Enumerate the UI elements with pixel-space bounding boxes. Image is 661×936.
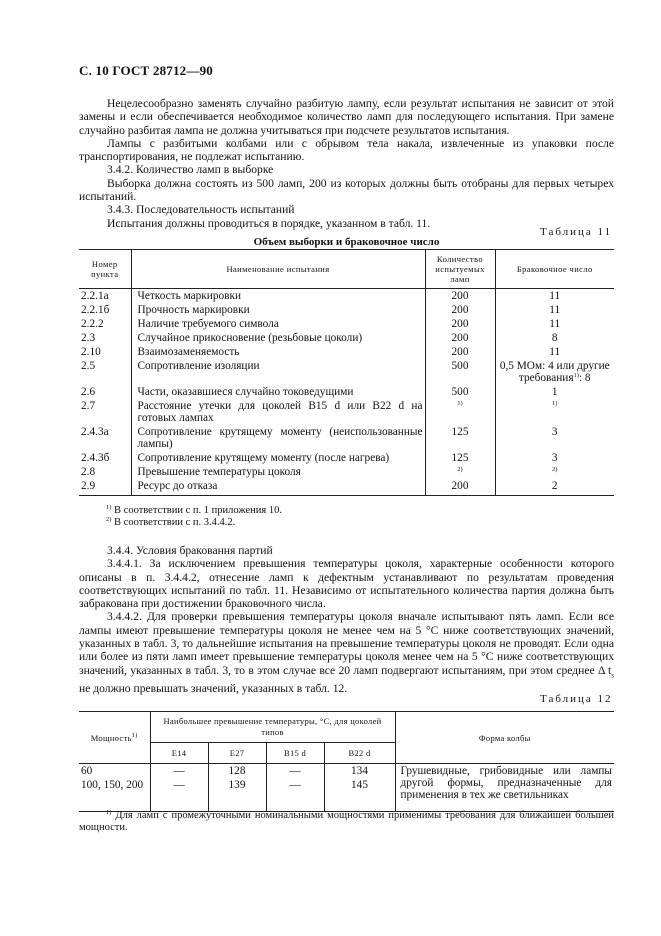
cell-reject: 8: [495, 331, 614, 345]
cell-name: Четкость маркировки: [131, 289, 425, 304]
col-header-e14: Е14: [150, 743, 208, 764]
col-header-number: Номер пункта: [79, 250, 131, 289]
conditions-text: [79, 544, 614, 696]
cell-reject: [495, 465, 614, 479]
footnote-mark: 1): [106, 504, 112, 511]
cell-b22d: 145: [324, 778, 395, 812]
col-header-bulb-shape: Форма колбы: [395, 712, 614, 764]
table12-footnote: [79, 810, 614, 834]
table-row: [79, 317, 614, 331]
footnote-mark: 2): [106, 516, 112, 523]
page-header: С. 10 ГОСТ 28712—90: [79, 63, 213, 78]
footnote-ref: 2): [552, 466, 558, 473]
col-header-e27: Е27: [208, 743, 266, 764]
table-row: [79, 303, 614, 317]
table-row: [79, 331, 614, 345]
col-header-temperature-group: Наибольшее превышение температуры, °С, для цоколей типов: [150, 712, 395, 743]
cell-reject: [495, 359, 614, 385]
cell-quantity: 500: [425, 359, 495, 385]
table-row: [79, 451, 614, 465]
cell-number: 2.4.3б: [81, 452, 110, 464]
reject-text: 0,5 МОм: 4 или другие требования: [499, 360, 610, 384]
cell-name: Части, оказавшиеся случайно токоведущими: [131, 385, 425, 399]
cell-name: Ресурс до отказа: [131, 479, 425, 496]
col-header-quantity: Количество испытуемых ламп: [425, 250, 495, 289]
cell-reject: 3: [495, 451, 614, 465]
cell-name: Случайное прикосновение (резьбовые цоколи): [131, 331, 425, 345]
cell-e27: 139: [208, 778, 266, 812]
col-header-test-name: Наименование испытания: [131, 250, 425, 289]
cell-quantity: 500: [425, 385, 495, 399]
col-header-power: [79, 712, 150, 764]
section-heading: 3.4.2. Количество ламп в выборке: [107, 163, 274, 177]
section-heading: 3.4.4. Условия браковання партий: [107, 544, 273, 557]
paragraph: Нецелесообразно заменять случайно разбитую лампу, если результат испытания не зависит от этой замены и если обеспечивается необходимое количество ламп для последующего испытания. При замене случайно разбитая лампа не должна учитываться при подсчете результатов испытания.: [79, 97, 614, 137]
table-row: [79, 399, 614, 425]
cell-quantity: [425, 399, 495, 425]
cell-number: 2.10: [81, 346, 101, 358]
cell-quantity: 200: [425, 479, 495, 496]
col-header-b15d: В15 d: [266, 743, 324, 764]
table11-title: Объем выборки и браковочное число: [253, 236, 440, 248]
cell-quantity: [425, 465, 495, 479]
cell-bulb-shape: Грушевидные, грибовидные или лампы другой формы, предназначенные для применения в тех же светильниках: [395, 764, 614, 812]
cell-name: Расстояние утечки для цоколей В15 d или В22 d на готовых лампах: [131, 399, 425, 425]
cell-name: Сопротивление крутящему моменту (неиспользованные лампы): [131, 425, 425, 451]
table-row: [79, 385, 614, 399]
table-11: [79, 249, 614, 496]
intro-text: [79, 97, 614, 230]
cell-b15d: —: [266, 764, 324, 779]
cell-reject: 1: [495, 385, 614, 399]
cell-number: 2.2.1а: [81, 290, 109, 302]
cell-b22d: 134: [324, 764, 395, 779]
paragraph: Выборка должна состоять из 500 ламп, 200 из которых должны быть отобраны для первых четырех испытаний.: [79, 176, 614, 204]
cell-quantity: 200: [425, 331, 495, 345]
cell-name: Сопротивление изоляции: [131, 359, 425, 385]
cell-reject: 11: [495, 289, 614, 304]
cell-quantity: 125: [425, 451, 495, 465]
cell-power: 100, 150, 200: [79, 778, 150, 812]
footnote-ref: 1): [552, 400, 558, 407]
section-heading: 3.4.3. Последовательность испытаний: [107, 203, 295, 217]
subscript-s: s: [611, 670, 614, 679]
cell-reject: 2: [495, 479, 614, 496]
footnote-ref: 1): [457, 400, 463, 407]
cell-reject: [495, 399, 614, 425]
table11-footnote: [106, 505, 282, 517]
cell-e27: 128: [208, 764, 266, 779]
table11-footnote: [106, 517, 235, 529]
cell-name: Сопротивление крутящему моменту (после нагрева): [131, 451, 425, 465]
cell-name: Наличие требуемого символа: [131, 317, 425, 331]
reject-text-tail: : 8: [578, 372, 591, 384]
footnote-ref: 1): [131, 731, 138, 739]
paragraph: 3.4.4.1. За исключением превышения температуры цоколя, характерные особенности которого описаны в п. 3.4.4.2, отнесение ламп к дефектным устанавливают по результатам проведения соответствующих испытаний по табл. 11. Независимо от испытательного количества партия должна быть забракована при достижении браковочного числа.: [79, 557, 614, 611]
cell-number: 2.9: [79, 479, 131, 496]
cell-number: 2.6: [81, 386, 96, 398]
cell-name: Прочность маркировки: [131, 303, 425, 317]
table-row: [79, 359, 614, 385]
table-row: [79, 345, 614, 359]
footnote-text: В соответствии с п. 3.4.4.2.: [114, 517, 236, 528]
cell-reject: 11: [495, 345, 614, 359]
cell-number: 2.2.2: [81, 318, 104, 330]
col-header-reject-number: Браковочное число: [495, 250, 614, 289]
table-row: [79, 479, 614, 496]
cell-name: Взаимозаменяемость: [131, 345, 425, 359]
cell-number: 2.5: [81, 360, 96, 372]
cell-b15d: —: [266, 778, 324, 812]
cell-quantity: 200: [425, 289, 495, 304]
table12-label: Таблица 12: [540, 693, 613, 705]
paragraph: Испытания должны проводиться в порядке, указанном в табл. 11.: [107, 216, 431, 230]
paragraph-text: 3.4.4.2. Для проверки превышения температуры цоколя вначале испытывают пять ламп. Если все лампы имеют превышение температуры цоколя не менее чем на 5 °С ниже соответствующих значений, указанных в табл. 3, то дальнейшие испытания на превышение температуры цоколя не проводят. Если одна или более из пяти ламп имеет превышение температуры цоколя менее чем на 5 °С ниже соответствующих значений, указанных в табл. 3, то в этом случае все 20 ламп подвергают испытаниям, при этом среднее Δ t: [79, 610, 614, 677]
cell-quantity: 200: [425, 303, 495, 317]
table11-label: Таблица 11: [540, 226, 613, 238]
cell-number: 2.8: [81, 466, 96, 478]
cell-e14: —: [150, 778, 208, 812]
table-row: [79, 289, 614, 304]
cell-quantity: 125: [425, 425, 495, 451]
cell-number: 2.4.3а: [81, 426, 109, 438]
table-row: [79, 764, 614, 779]
paragraph: Лампы с разбитыми колбами или с обрывом тела накала, извлеченные из упаковки после транспортирования, не подлежат испытанию.: [79, 136, 614, 164]
cell-e14: —: [150, 764, 208, 779]
table-row: [79, 425, 614, 451]
cell-reject: 3: [495, 425, 614, 451]
cell-quantity: 200: [425, 317, 495, 331]
cell-number: 2.2.1б: [81, 304, 110, 316]
paragraph: [79, 610, 614, 695]
footnote-text: Для ламп с промежуточными номинальными мощностями применимы требования для ближайшей большей мощности.: [79, 810, 614, 833]
footnote-ref: 1): [573, 372, 579, 379]
paragraph-text-tail: не должно превышать значений, указанных в табл. 12.: [79, 682, 348, 696]
cell-number: 2.3: [81, 332, 96, 344]
footnote-mark: 1): [106, 809, 112, 816]
table-12: [79, 711, 614, 812]
cell-power: 60: [81, 765, 93, 777]
power-header-text: Мощность: [90, 732, 132, 743]
cell-quantity: 200: [425, 345, 495, 359]
cell-name: Превышение температуры цоколя: [131, 465, 425, 479]
cell-reject: 11: [495, 317, 614, 331]
col-header-b22d: В22 d: [324, 743, 395, 764]
cell-reject: 11: [495, 303, 614, 317]
footnote-ref: 2): [457, 466, 463, 473]
footnote-text: В соответствии с п. 1 приложения 10.: [114, 505, 282, 516]
cell-number: 2.7: [81, 400, 96, 412]
table-row: [79, 465, 614, 479]
